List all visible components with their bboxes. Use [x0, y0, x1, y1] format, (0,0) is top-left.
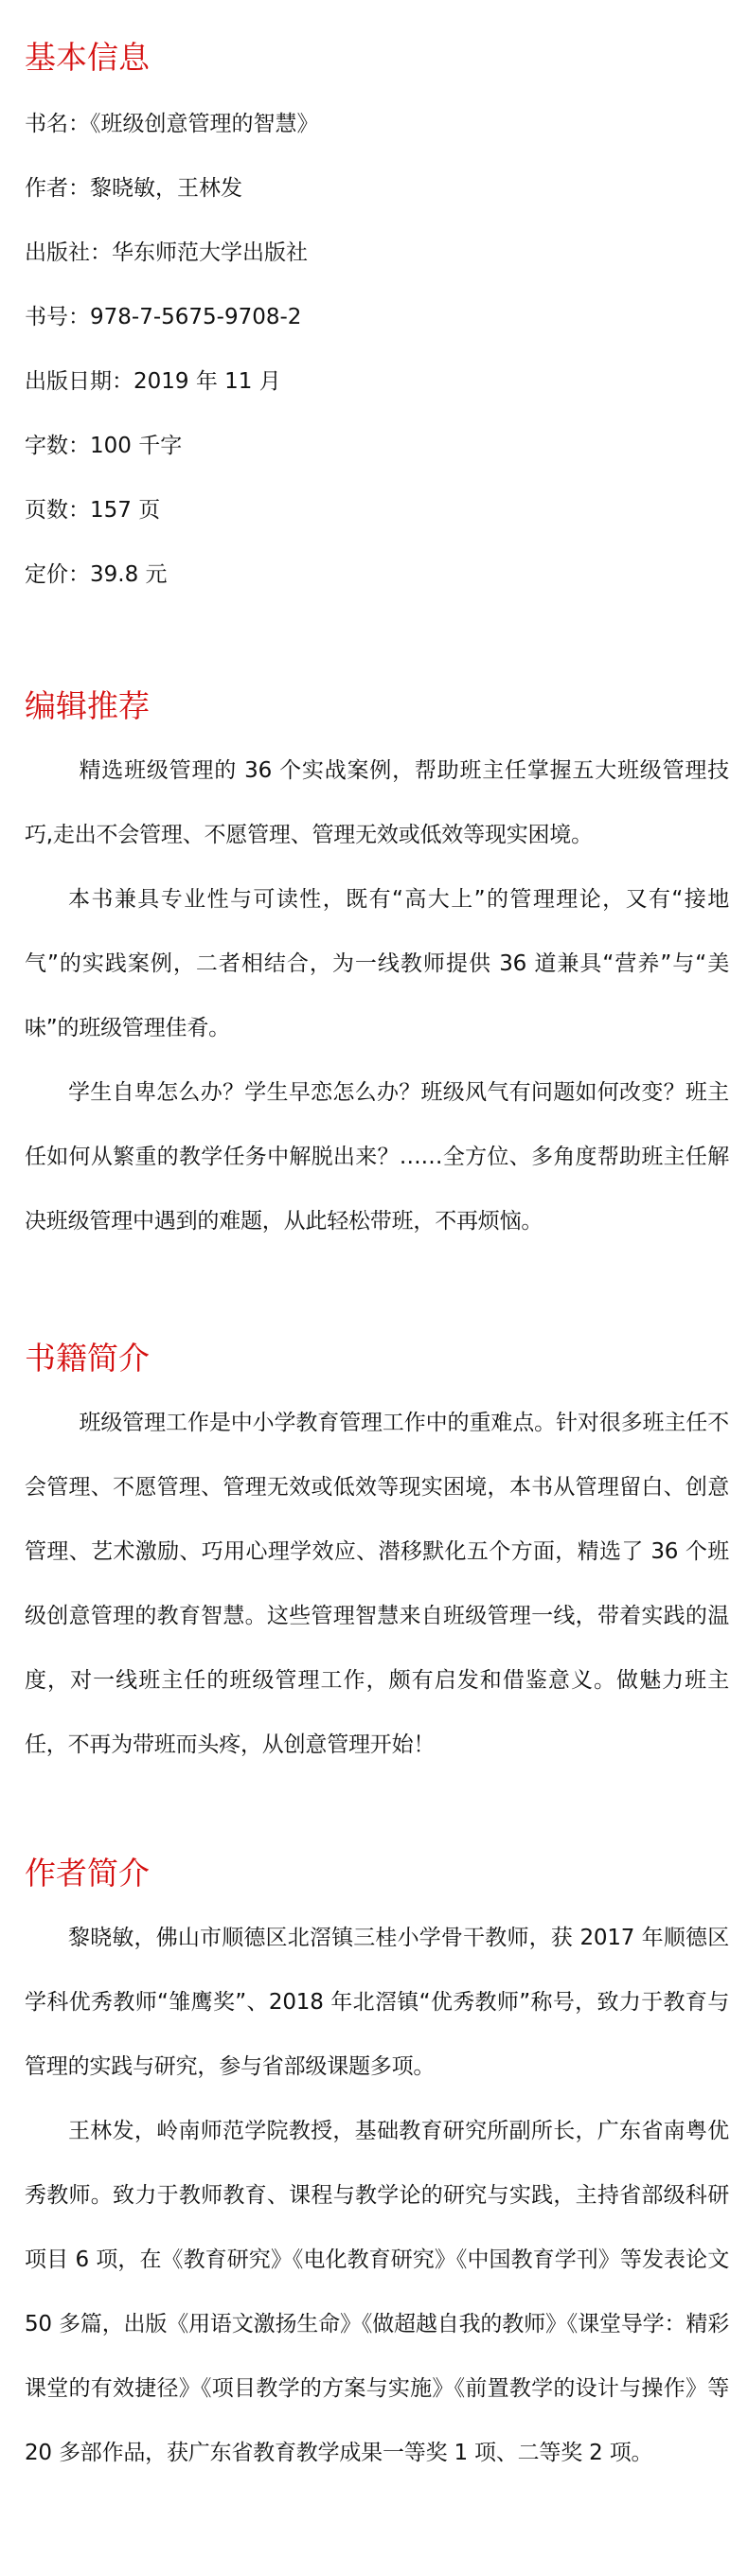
paragraph: 班级管理工作是中小学教育管理工作中的重难点。针对很多班主任不会管理、不愿管理、管理无效或低效等现实困境，本书从管理留白、创意管理、艺术激励、巧用心理学效应、潜移默化五个方面，精选了 36 个班级创意管理的教育智慧。这些管理智慧来自班级管理一线，带着实践的温度，对一线班主任的班级管理工作，颇有启发和借鉴意义。做魅力班主任，不再为带班而头疼，从创意管理开始！ — [25, 1411, 729, 1757]
paragraph: 学生自卑怎么办？学生早恋怎么办？班级风气有问题如何改变？班主任如何从繁重的教学任务中解脱出来？……全方位、多角度帮助班主任解决班级管理中遇到的难题，从此轻松带班，不再烦恼。 — [25, 1080, 729, 1234]
info-publish-date: 出版日期：2019 年 11 月 — [25, 369, 281, 394]
editor-recommendation-section — [25, 674, 729, 1253]
section-heading-basic-info: 基本信息 — [25, 39, 150, 76]
paragraph: 精选班级管理的 36 个实战案例，帮助班主任掌握五大班级管理技巧,走出不会管理、不愿管理、管理无效或低效等现实困境。 — [25, 758, 729, 847]
book-intro-section — [25, 1326, 729, 1777]
author-intro-section — [25, 1841, 729, 2485]
basic-info-section — [25, 26, 729, 607]
section-heading-author-intro: 作者简介 — [25, 1855, 150, 1892]
info-authors: 作者：黎晓敏，王林发 — [25, 176, 242, 201]
info-publisher: 出版社：华东师范大学出版社 — [25, 240, 308, 265]
info-price: 定价：39.8 元 — [25, 562, 168, 587]
info-isbn: 书号：978-7-5675-9708-2 — [25, 305, 302, 329]
paragraph: 黎晓敏，佛山市顺德区北滘镇三桂小学骨干教师，获 2017 年顺德区学科优秀教师“雏鹰奖”、2018 年北滘镇“优秀教师”称号，致力于教育与管理的实践与研究，参与省部级课题多项。 — [25, 1926, 729, 2079]
section-heading-editor-recommendation: 编辑推荐 — [25, 687, 150, 724]
paragraph: 本书兼具专业性与可读性，既有“高大上”的管理理论，又有“接地气”的实践案例，二者相结合，为一线教师提供 36 道兼具“营养”与“美味”的班级管理佳肴。 — [25, 887, 729, 1040]
paragraph: 王林发，岭南师范学院教授，基础教育研究所副所长，广东省南粤优秀教师。致力于教师教育、课程与教学论的研究与实践，主持省部级科研项目 6 项，在《教育研究》《电化教育研究》《中国教育学刊》等发表论文 50 多篇，出版《用语文激扬生命》《做超越自我的教师》《课堂导学：精彩课堂的有效捷径》《项目教学的方案与实施》《前置教学的设计与操作》等 20 多部作品，获广东省教育教学成果一等奖 1 项、二等奖 2 项。 — [25, 2119, 729, 2465]
basic-info-list — [25, 92, 729, 607]
info-title: 书名：《班级创意管理的智慧》 — [25, 112, 319, 136]
info-word-count: 字数：100 千字 — [25, 434, 183, 458]
section-heading-book-intro: 书籍简介 — [25, 1340, 150, 1377]
info-page-count: 页数：157 页 — [25, 498, 161, 523]
